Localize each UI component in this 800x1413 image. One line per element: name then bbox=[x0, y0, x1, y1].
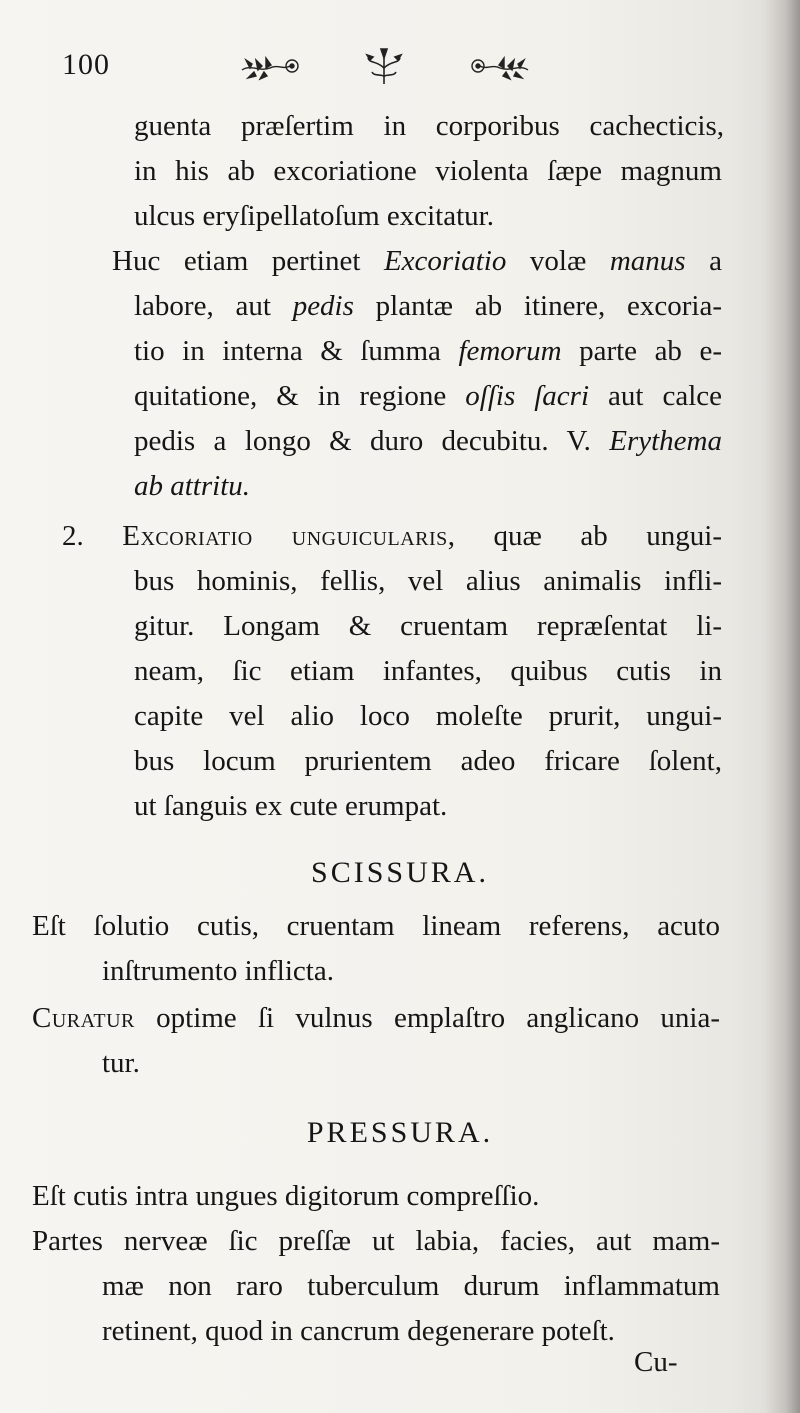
text-line: 2. Excoriatio unguicularis, quæ ab ungui- bbox=[62, 520, 722, 552]
text-line: Partes nerveæ ſic preſſæ ut labia, facies, aut mam- bbox=[32, 1225, 720, 1257]
text-line: labore, aut pedis plantæ ab itinere, excoria- bbox=[134, 290, 722, 322]
text-line: quitatione, & in regione oſſis ſacri aut calce bbox=[134, 380, 722, 412]
list-number: 2. bbox=[62, 520, 84, 552]
page-number: 100 bbox=[62, 48, 110, 81]
text-line: ulcus eryſipellatoſum excitatur. bbox=[134, 200, 494, 232]
text-line: Eſt ſolutio cutis, cruentam lineam referens, acuto bbox=[32, 910, 720, 942]
text-line: ut ſanguis ex cute erumpat. bbox=[134, 790, 448, 822]
text-line: retinent, quod in cancrum degenerare poteſt. bbox=[102, 1315, 615, 1347]
text-line: guenta præſertim in corporibus cachecticis, bbox=[134, 110, 724, 142]
text-line: neam, ſic etiam infantes, quibus cutis in bbox=[134, 655, 722, 687]
section-heading: SCISSURA. bbox=[311, 856, 489, 889]
text-line: mæ non raro tuberculum durum inflammatum bbox=[102, 1270, 720, 1302]
text-line: Curatur optime ſi vulnus emplaſtro anglicano unia- bbox=[32, 1002, 720, 1034]
italic-term: pedis bbox=[292, 290, 354, 322]
text-line: pedis a longo & duro decubitu. V. Erythema bbox=[134, 425, 722, 457]
sprig-ornament-icon bbox=[364, 46, 404, 86]
text-line: Eſt cutis intra ungues digitorum compreſſio. bbox=[32, 1180, 540, 1212]
italic-term: oſſis ſacri bbox=[465, 380, 590, 412]
italic-term: femorum bbox=[458, 335, 562, 367]
italic-term: Excoriatio bbox=[383, 245, 507, 277]
floral-ornament-right-icon bbox=[468, 46, 530, 82]
catchword: Cu- bbox=[634, 1346, 678, 1378]
text-line: capite vel alio loco moleſte prurit, ungui- bbox=[134, 700, 722, 732]
text-line: bus locum prurientem adeo fricare ſolent, bbox=[134, 745, 722, 777]
floral-ornament-left-icon bbox=[240, 46, 302, 82]
text-line: bus hominis, fellis, vel alius animalis infli- bbox=[134, 565, 722, 597]
page-gutter-shadow bbox=[764, 0, 800, 1413]
text-line: ab attritu. bbox=[134, 470, 251, 502]
text-line: Huc etiam pertinet Excoriatio volæ manus a bbox=[112, 245, 722, 277]
italic-term: Erythema bbox=[609, 425, 722, 457]
text-line: gitur. Longam & cruentam repræſentat li- bbox=[134, 610, 722, 642]
italic-term: manus bbox=[609, 245, 686, 277]
text-line: in his ab excoriatione violenta ſæpe magnum bbox=[134, 155, 722, 187]
section-heading: PRESSURA. bbox=[306, 1116, 494, 1149]
section-term: Excoriatio unguicularis bbox=[122, 520, 448, 552]
text-line: tur. bbox=[102, 1047, 140, 1079]
section-term: Curatur bbox=[32, 1002, 135, 1034]
text-line: tio in interna & ſumma femorum parte ab e- bbox=[134, 335, 722, 367]
text-line: inſtrumento inflicta. bbox=[102, 955, 334, 987]
